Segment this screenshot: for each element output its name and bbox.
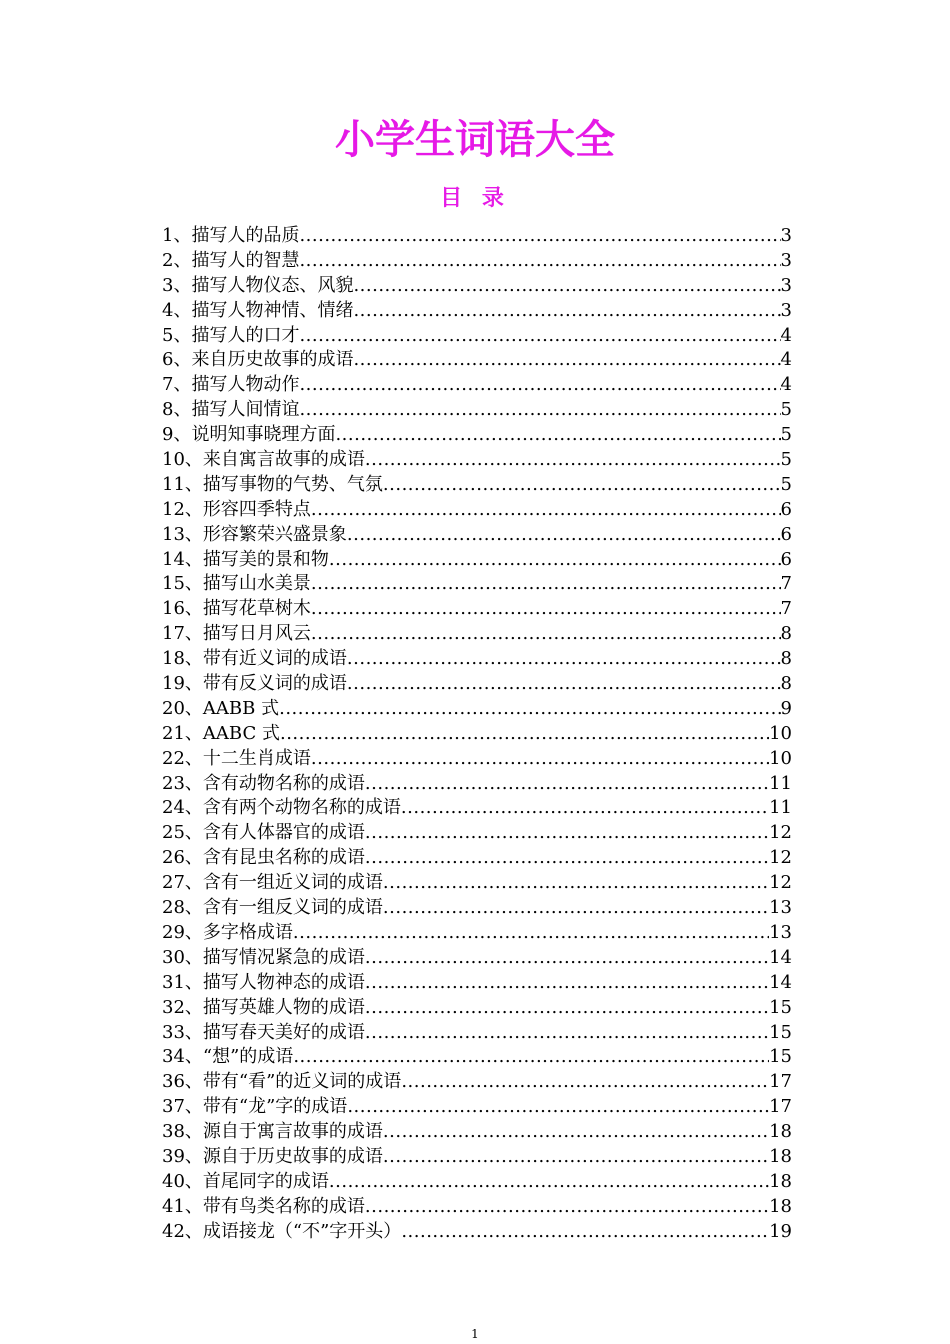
toc-dot-leader <box>383 473 781 498</box>
toc-entry-page: 4 <box>780 374 792 396</box>
toc-entry[interactable] <box>162 1045 792 1070</box>
toc-entry-page: 18 <box>769 1145 792 1167</box>
toc-dot-leader <box>365 971 769 996</box>
toc-entry-page: 4 <box>780 349 792 371</box>
toc-entry-label: 7、描写人物动作 <box>162 374 300 396</box>
toc-entry-label: 36、带有“看”的近义词的成语 <box>162 1071 402 1093</box>
toc-entry-page: 3 <box>780 274 792 296</box>
toc-dot-leader <box>311 747 769 772</box>
toc-entry-label: 37、带有“龙”字的成语 <box>162 1096 348 1118</box>
toc-entry-label: 11、描写事物的气势、气氛 <box>162 473 383 495</box>
toc-entry[interactable] <box>162 996 792 1021</box>
toc-entry-page: 19 <box>769 1220 792 1242</box>
toc-entry-label: 27、含有一组近义词的成语 <box>162 872 383 894</box>
toc-entry[interactable] <box>162 473 792 498</box>
toc-entry-label: 30、描写情况紧急的成语 <box>162 946 365 968</box>
toc-entry-label: 23、含有动物名称的成语 <box>162 772 365 794</box>
toc-entry-label: 17、描写日月风云 <box>162 623 311 645</box>
toc-entry[interactable] <box>162 324 792 349</box>
toc-entry-label: 26、含有昆虫名称的成语 <box>162 847 365 869</box>
toc-entry[interactable] <box>162 921 792 946</box>
toc-dot-leader <box>347 647 781 672</box>
toc-entry-label: 33、描写春天美好的成语 <box>162 1021 365 1043</box>
toc-dot-leader <box>383 871 769 896</box>
toc-entry-page: 5 <box>780 424 792 446</box>
toc-entry-label: 18、带有近义词的成语 <box>162 648 347 670</box>
toc-entry-page: 12 <box>769 822 792 844</box>
toc-entry[interactable] <box>162 1220 792 1245</box>
toc-dot-leader <box>365 821 769 846</box>
toc-entry[interactable] <box>162 871 792 896</box>
toc-entry-page: 7 <box>780 573 792 595</box>
toc-entry-label: 21、AABC 式 <box>162 722 280 744</box>
toc-entry[interactable] <box>162 423 792 448</box>
toc-dot-leader <box>365 772 769 797</box>
toc-entry-label: 39、源自于历史故事的成语 <box>162 1145 383 1167</box>
toc-entry[interactable] <box>162 971 792 996</box>
toc-entry-page: 8 <box>780 623 792 645</box>
toc-entry[interactable] <box>162 373 792 398</box>
toc-entry[interactable] <box>162 722 792 747</box>
toc-dot-leader <box>329 548 781 573</box>
toc-entry-label: 15、描写山水美景 <box>162 573 311 595</box>
toc-dot-leader <box>347 1095 769 1120</box>
toc-entry[interactable] <box>162 1070 792 1095</box>
toc-entry[interactable] <box>162 572 792 597</box>
toc-entry[interactable] <box>162 772 792 797</box>
toc-dot-leader <box>299 398 780 423</box>
toc-entry-page: 6 <box>780 548 792 570</box>
toc-entry-page: 10 <box>769 722 792 744</box>
toc-entry-page: 17 <box>769 1096 792 1118</box>
toc-dot-leader <box>365 1195 769 1220</box>
toc-dot-leader <box>279 697 780 722</box>
toc-dot-leader <box>383 1145 769 1170</box>
toc-entry[interactable] <box>162 796 792 821</box>
toc-entry[interactable] <box>162 747 792 772</box>
toc-dot-leader <box>383 1120 769 1145</box>
toc-dot-leader <box>311 597 781 622</box>
toc-entry-label: 12、形容四季特点 <box>162 498 311 520</box>
toc-dot-leader <box>365 846 769 871</box>
toc-entry-page: 8 <box>780 648 792 670</box>
toc-entry-page: 12 <box>769 872 792 894</box>
toc-entry-label: 20、AABB 式 <box>162 697 280 719</box>
toc-entry[interactable] <box>162 1095 792 1120</box>
toc-dot-leader <box>365 946 769 971</box>
toc-entry-page: 5 <box>780 449 792 471</box>
toc-entry-label: 41、带有鸟类名称的成语 <box>162 1195 365 1217</box>
toc-entry-label: 38、源自于寓言故事的成语 <box>162 1121 383 1143</box>
toc-dot-leader <box>401 1070 769 1095</box>
toc-entry-page: 14 <box>769 971 792 993</box>
toc-dot-leader <box>293 1045 769 1070</box>
toc-dot-leader <box>401 1220 769 1245</box>
toc-entry-page: 18 <box>769 1170 792 1192</box>
toc-entry[interactable] <box>162 249 792 274</box>
toc-entry-page: 8 <box>780 673 792 695</box>
toc-entry-page: 5 <box>780 399 792 421</box>
toc-dot-leader <box>365 996 769 1021</box>
toc-dot-leader <box>347 523 781 548</box>
toc-dot-leader <box>299 249 780 274</box>
toc-entry[interactable] <box>162 548 792 573</box>
toc-dot-leader <box>353 299 780 324</box>
toc-entry-label: 2、描写人的智慧 <box>162 249 300 271</box>
toc-entry-page: 14 <box>769 946 792 968</box>
toc-entry[interactable] <box>162 946 792 971</box>
toc-dot-leader <box>401 796 769 821</box>
toc-entry-label: 14、描写美的景和物 <box>162 548 329 570</box>
toc-dot-leader <box>299 373 780 398</box>
toc-entry-label: 13、形容繁荣兴盛景象 <box>162 523 347 545</box>
toc-entry[interactable] <box>162 1120 792 1145</box>
toc-entry[interactable] <box>162 1021 792 1046</box>
toc-dot-leader <box>311 622 781 647</box>
toc-entry-label: 9、说明知事晓理方面 <box>162 424 336 446</box>
toc-entry[interactable] <box>162 1170 792 1195</box>
toc-entry-page: 3 <box>780 225 792 246</box>
toc-entry-page: 17 <box>769 1071 792 1093</box>
toc-entry[interactable] <box>162 523 792 548</box>
toc-entry-page: 15 <box>769 1021 792 1043</box>
toc-entry-label: 3、描写人物仪态、风貌 <box>162 274 354 296</box>
toc-entry-page: 11 <box>769 772 792 794</box>
toc-entry[interactable] <box>162 299 792 324</box>
toc-entry-label: 42、成语接龙（“不”字开头） <box>162 1220 402 1242</box>
toc-entry[interactable] <box>162 622 792 647</box>
toc-entry-page: 10 <box>769 747 792 769</box>
toc-entry[interactable] <box>162 448 792 473</box>
toc-entry-label: 4、描写人物神情、情绪 <box>162 299 354 321</box>
toc-entry-label: 22、十二生肖成语 <box>162 747 311 769</box>
toc-entry-page: 18 <box>769 1195 792 1217</box>
toc-entry[interactable] <box>162 224 792 249</box>
toc-entry-page: 12 <box>769 847 792 869</box>
toc-entry[interactable] <box>162 697 792 722</box>
page-number: 1 <box>471 1327 479 1341</box>
toc-entry-label: 31、描写人物神态的成语 <box>162 971 365 993</box>
toc-entry-label: 28、含有一组反义词的成语 <box>162 897 383 919</box>
toc-entry-page: 7 <box>780 598 792 620</box>
toc-entry[interactable] <box>162 498 792 523</box>
toc-entry-label: 8、描写人间情谊 <box>162 399 300 421</box>
toc-dot-leader <box>293 921 769 946</box>
toc-entry-label: 6、来自历史故事的成语 <box>162 349 354 371</box>
toc-entry[interactable] <box>162 274 792 299</box>
toc-entry[interactable] <box>162 398 792 423</box>
toc-entry[interactable] <box>162 597 792 622</box>
toc-entry-label: 29、多字格成语 <box>162 921 293 943</box>
toc-entry-label: 25、含有人体器官的成语 <box>162 822 365 844</box>
toc-entry-label: 34、“想”的成语 <box>162 1046 294 1068</box>
toc-heading: 目 录 <box>440 186 510 211</box>
toc-dot-leader <box>365 1021 769 1046</box>
toc-entry[interactable] <box>162 1195 792 1220</box>
table-of-contents <box>162 224 792 1245</box>
toc-dot-leader <box>311 572 781 597</box>
toc-entry-page: 6 <box>780 498 792 520</box>
toc-dot-leader <box>353 274 780 299</box>
toc-dot-leader <box>365 448 781 473</box>
document-title: 小学生词语大全 <box>335 117 615 163</box>
toc-entry-label: 40、首尾同字的成语 <box>162 1170 329 1192</box>
toc-entry[interactable] <box>162 647 792 672</box>
toc-entry[interactable] <box>162 348 792 373</box>
toc-dot-leader <box>299 324 780 349</box>
toc-entry-label: 10、来自寓言故事的成语 <box>162 449 365 471</box>
toc-entry-page: 15 <box>769 996 792 1018</box>
toc-entry-page: 13 <box>769 897 792 919</box>
toc-dot-leader <box>329 1170 769 1195</box>
toc-dot-leader <box>311 498 781 523</box>
toc-dot-leader <box>383 896 769 921</box>
toc-entry-label: 16、描写花草树木 <box>162 598 311 620</box>
toc-entry[interactable] <box>162 821 792 846</box>
toc-dot-leader <box>299 224 780 249</box>
toc-entry[interactable] <box>162 896 792 921</box>
toc-entry-page: 11 <box>769 797 792 819</box>
toc-entry[interactable] <box>162 672 792 697</box>
toc-entry[interactable] <box>162 1145 792 1170</box>
toc-dot-leader <box>280 722 769 747</box>
toc-entry[interactable] <box>162 846 792 871</box>
toc-entry-page: 15 <box>769 1046 792 1068</box>
toc-entry-label: 24、含有两个动物名称的成语 <box>162 797 401 819</box>
toc-entry-page: 3 <box>780 299 792 321</box>
toc-entry-page: 6 <box>780 523 792 545</box>
toc-entry-label: 32、描写英雄人物的成语 <box>162 996 365 1018</box>
toc-entry-page: 13 <box>769 921 792 943</box>
toc-entry-label: 5、描写人的口才 <box>162 324 300 346</box>
toc-entry-page: 3 <box>780 249 792 271</box>
toc-dot-leader <box>335 423 780 448</box>
toc-dot-leader <box>353 348 780 373</box>
toc-entry-page: 5 <box>780 473 792 495</box>
toc-entry-label: 19、带有反义词的成语 <box>162 673 347 695</box>
toc-dot-leader <box>347 672 781 697</box>
toc-entry-label: 1、描写人的品质 <box>162 225 300 246</box>
toc-entry-page: 4 <box>780 324 792 346</box>
toc-entry-page: 18 <box>769 1121 792 1143</box>
toc-entry-page: 9 <box>780 697 792 719</box>
